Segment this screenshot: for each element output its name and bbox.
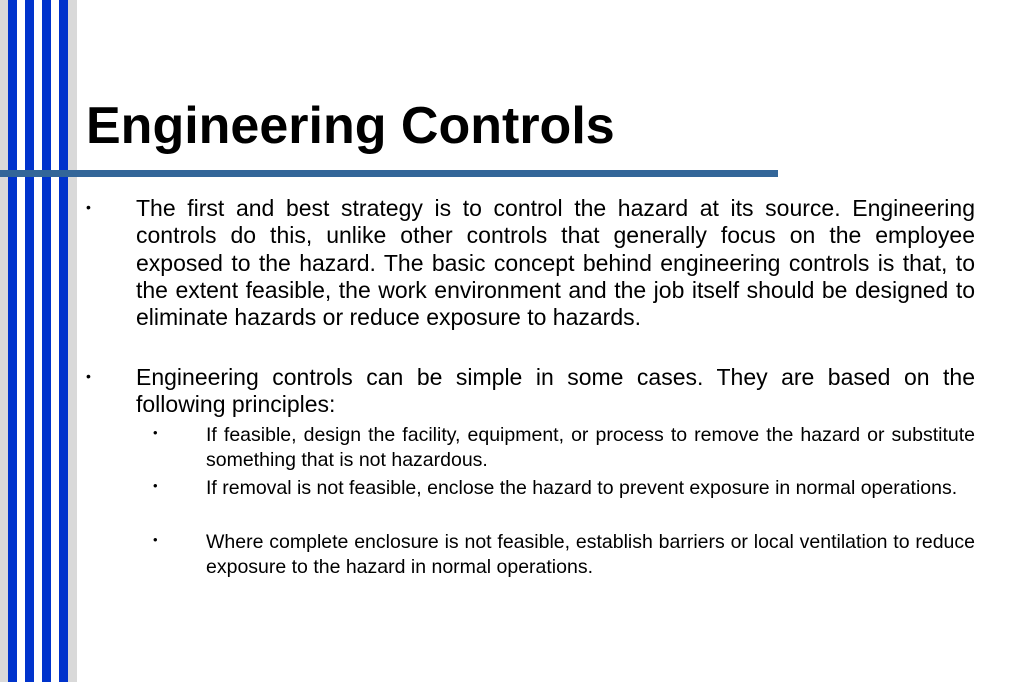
bullet-glyph: • bbox=[86, 199, 91, 215]
decorative-stripes bbox=[0, 0, 78, 682]
stripe-blue bbox=[42, 0, 51, 682]
bullet-text: Engineering controls can be simple in some cases. They are based on the following principles: bbox=[136, 364, 975, 418]
title-underline bbox=[0, 170, 778, 177]
stripe-white bbox=[17, 0, 25, 682]
stripe-blue bbox=[25, 0, 34, 682]
bullet-glyph: • bbox=[86, 368, 91, 384]
sub-bullet-glyph: • bbox=[153, 478, 158, 493]
slide-title: Engineering Controls bbox=[86, 97, 615, 155]
sub-bullet-text: If removal is not feasible, enclose the hazard to prevent exposure in normal operations. bbox=[206, 477, 958, 499]
stripe-blue bbox=[59, 0, 68, 682]
stripe-blue bbox=[8, 0, 17, 682]
sub-bullet-glyph: • bbox=[153, 532, 158, 547]
sub-bullet-glyph: • bbox=[153, 425, 158, 440]
stripe-white bbox=[34, 0, 42, 682]
bullet-text: The first and best strategy is to control the hazard at its source. Engineering controls do this, unlike other controls that generally focus on the employee exposed to the hazard. The basic concept behind engineering controls is that, to the extent feasible, the work environment and the job itself should be designed to eliminate hazards or reduce exposure to hazards. bbox=[136, 195, 975, 331]
stripe-white bbox=[51, 0, 59, 682]
sub-bullet-text: If feasible, design the facility, equipment, or process to remove the hazard or substitute something that is not hazardous. bbox=[206, 424, 975, 471]
sub-bullet-text: Where complete enclosure is not feasible, establish barriers or local ventilation to reduce exposure to the hazard in normal operations. bbox=[206, 531, 975, 578]
stripe-gray bbox=[0, 0, 8, 682]
stripe-gray bbox=[68, 0, 77, 682]
